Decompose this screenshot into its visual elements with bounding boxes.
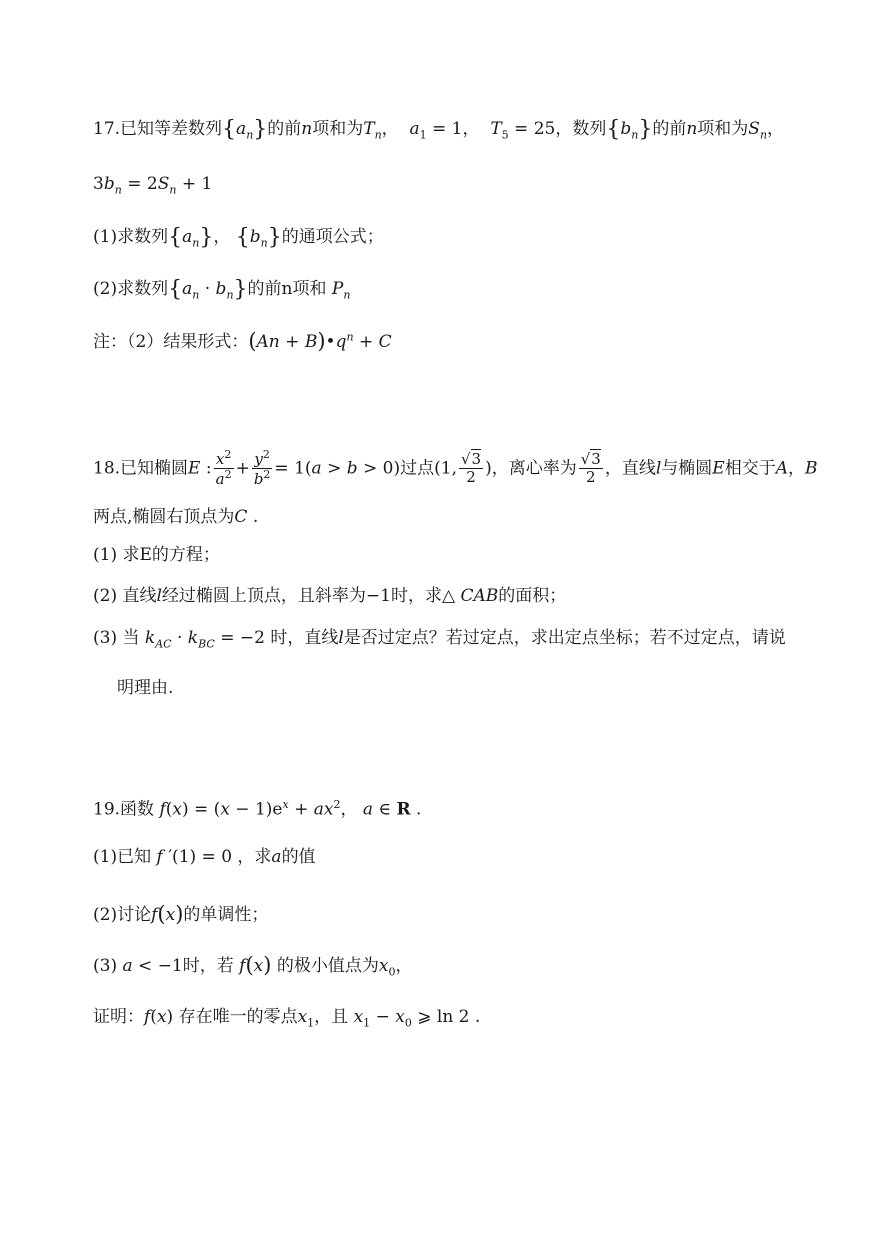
q18-part2: (2) 直线l经过椭圆上顶点，且斜率为−1时，求△ CAB的面积； <box>93 586 567 606</box>
q18-part3: (3) 当 $k_{AC} \cdot k_{BC} = -2$ 时，直线l是否过定点？若过定点，求出定点坐标；若不过定点，请说 <box>93 628 786 651</box>
q17-condition: $3b_n = 2S_n + 1$ <box>93 174 213 197</box>
q19-stem: 19.函数 $f(x) = (x - 1)e^x + ax^2$， a ∈ R . <box>93 798 422 820</box>
q18-part3-cont: 明理由. <box>117 678 174 698</box>
q17-stem: 17.已知等差数列$\{a_n\}$的前n项和为$T_n$， $a_1 = 1$， $T_5 = 25$，数列$\{b_n\}$的前n项和为$S_n$， <box>93 117 785 142</box>
q19-part2: (2)讨论f(x)的单调性； <box>93 902 269 926</box>
q17-part1: (1)求数列$\{a_n\}$， $\{b_n\}$的通项公式； <box>93 225 384 250</box>
q17-number: 17. <box>93 119 121 139</box>
q17-part2: (2)求数列$\{a_n \cdot b_n\}$的前n项和 $P_n$ <box>93 277 351 302</box>
q19-part1: (1)已知 f ′(1) = 0 ，求a的值 <box>93 847 316 867</box>
q19-part3: (3) a < −1时，若 f(x) 的极小值点为$x_0$， <box>93 953 413 979</box>
q19-proof: 证明：f(x) 存在唯一的零点$x_1$，且 $x_1 - x_0$ ⩾ ln 2 . <box>93 1007 481 1030</box>
q19-number: 19. <box>93 799 121 820</box>
q18-stem-cont: 两点,椭圆右顶点为C . <box>93 507 259 527</box>
q18-number: 18. <box>93 458 121 479</box>
q17-note: 注：（2）结果形式：$(An + B)•q^n + C$ <box>93 329 392 353</box>
q18-part1: (1) 求E的方程； <box>93 545 220 565</box>
q18-stem: 18.已知椭圆E : $\frac{x^2}{a^2}$ + $\frac{y^2}{b^2}$ = 1(a > b > 0)过点(1, $\frac{√3}{2}$ )，离心率为 $\frac{√3}{2}$ ，直线l与椭圆E相交于A，B <box>93 448 818 489</box>
